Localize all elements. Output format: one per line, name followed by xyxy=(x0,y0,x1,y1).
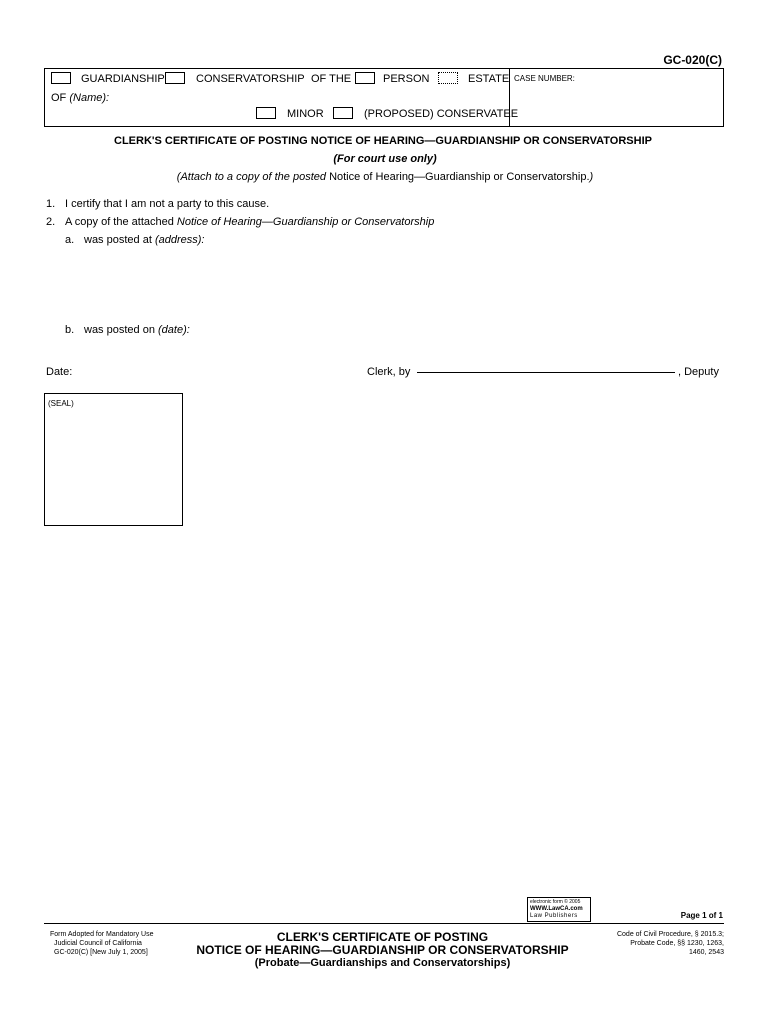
proposed-conservatee-checkbox[interactable] xyxy=(333,107,353,119)
footer-right-3: 1460, 2543 xyxy=(688,949,724,956)
address-field[interactable] xyxy=(84,250,724,315)
item-2b-letter: b. xyxy=(65,324,75,336)
of-the-label: OF THE xyxy=(311,73,352,85)
clerk-label: Clerk, by xyxy=(367,366,411,378)
deputy-label: , Deputy xyxy=(678,366,719,378)
publisher-stamp xyxy=(527,897,591,922)
attach-doc: Notice of Hearing—Guardianship or Conservatorship. xyxy=(329,171,590,183)
footer-left-2: Judicial Council of California xyxy=(54,940,142,947)
conservatorship-checkbox[interactable] xyxy=(165,72,185,84)
person-checkbox[interactable] xyxy=(355,72,375,84)
minor-label: MINOR xyxy=(287,108,324,120)
of-name-field[interactable] xyxy=(110,88,505,104)
guardianship-label: GUARDIANSHIP xyxy=(81,73,165,85)
item-2a-hint: (address): xyxy=(154,234,205,246)
footer-left xyxy=(50,930,154,957)
item-2a-letter: a. xyxy=(65,234,75,246)
court-use-note: (For court use only) xyxy=(333,153,437,165)
of-name-label xyxy=(51,92,109,104)
attach-instruction xyxy=(0,171,770,183)
attach-suffix: ) xyxy=(589,171,594,183)
publisher-line-1: electronic form © 2005 xyxy=(530,899,581,905)
item-2b-label: was posted on xyxy=(84,324,158,336)
footer-left-3: GC-020(C) [New July 1, 2005] xyxy=(54,949,148,956)
item-2-text xyxy=(65,216,434,228)
publisher-line-2: WWW.LawCA.com xyxy=(530,906,583,912)
minor-checkbox[interactable] xyxy=(256,107,276,119)
conservatorship-label: CONSERVATORSHIP xyxy=(196,73,305,85)
publisher-line-3: Law Publishers xyxy=(530,913,578,919)
footer-title xyxy=(180,931,585,970)
item-2a-text xyxy=(84,234,204,246)
item-1-number: 1. xyxy=(46,198,56,210)
attach-prefix: (Attach to a copy of the posted xyxy=(176,171,330,183)
seal-box xyxy=(44,393,183,526)
estate-label: ESTATE xyxy=(468,73,510,85)
footer-right-2: Probate Code, §§ 1230, 1263, xyxy=(630,940,724,947)
item-2-doc: Notice of Hearing—Guardianship or Conservatorship xyxy=(176,216,435,228)
footer-title-3: (Probate—Guardianships and Conservatorships) xyxy=(254,957,511,969)
footer-right xyxy=(617,930,724,957)
estate-checkbox[interactable] xyxy=(438,72,458,84)
proposed-conservatee-label: (PROPOSED) CONSERVATEE xyxy=(364,108,519,120)
date-field[interactable] xyxy=(80,364,340,380)
item-2b-hint: (date): xyxy=(158,324,190,336)
guardianship-checkbox[interactable] xyxy=(51,72,71,84)
person-label: PERSON xyxy=(383,73,430,85)
item-2a-label: was posted at xyxy=(84,234,155,246)
footer-rule xyxy=(44,923,724,924)
document-title: CLERK'S CERTIFICATE OF POSTING NOTICE OF HEARING—GUARDIANSHIP OR CONSERVATORSHIP xyxy=(114,135,652,147)
posting-date-field[interactable] xyxy=(195,322,395,338)
date-label: Date: xyxy=(46,366,73,378)
footer-right-1: Code of Civil Procedure, § 2015.3; xyxy=(616,931,724,938)
footer-title-2: NOTICE OF HEARING—GUARDIANSHIP OR CONSERVATORSHIP xyxy=(196,943,569,957)
item-2-number: 2. xyxy=(46,216,56,228)
of-label: OF xyxy=(51,92,67,104)
deputy-signature-line[interactable] xyxy=(417,372,675,373)
case-number-label: CASE NUMBER: xyxy=(514,74,575,83)
name-hint: (Name): xyxy=(69,92,110,104)
item-2b-text xyxy=(84,324,190,336)
item-2-prefix: A copy of the attached xyxy=(65,216,177,228)
seal-label: (SEAL) xyxy=(48,399,74,408)
footer-left-1: Form Adopted for Mandatory Use xyxy=(50,931,154,938)
form-number: GC-020(C) xyxy=(663,53,722,67)
item-1-text: I certify that I am not a party to this cause. xyxy=(65,198,270,210)
page-number: Page 1 of 1 xyxy=(680,911,723,920)
footer-title-1: CLERK'S CERTIFICATE OF POSTING xyxy=(276,930,489,944)
